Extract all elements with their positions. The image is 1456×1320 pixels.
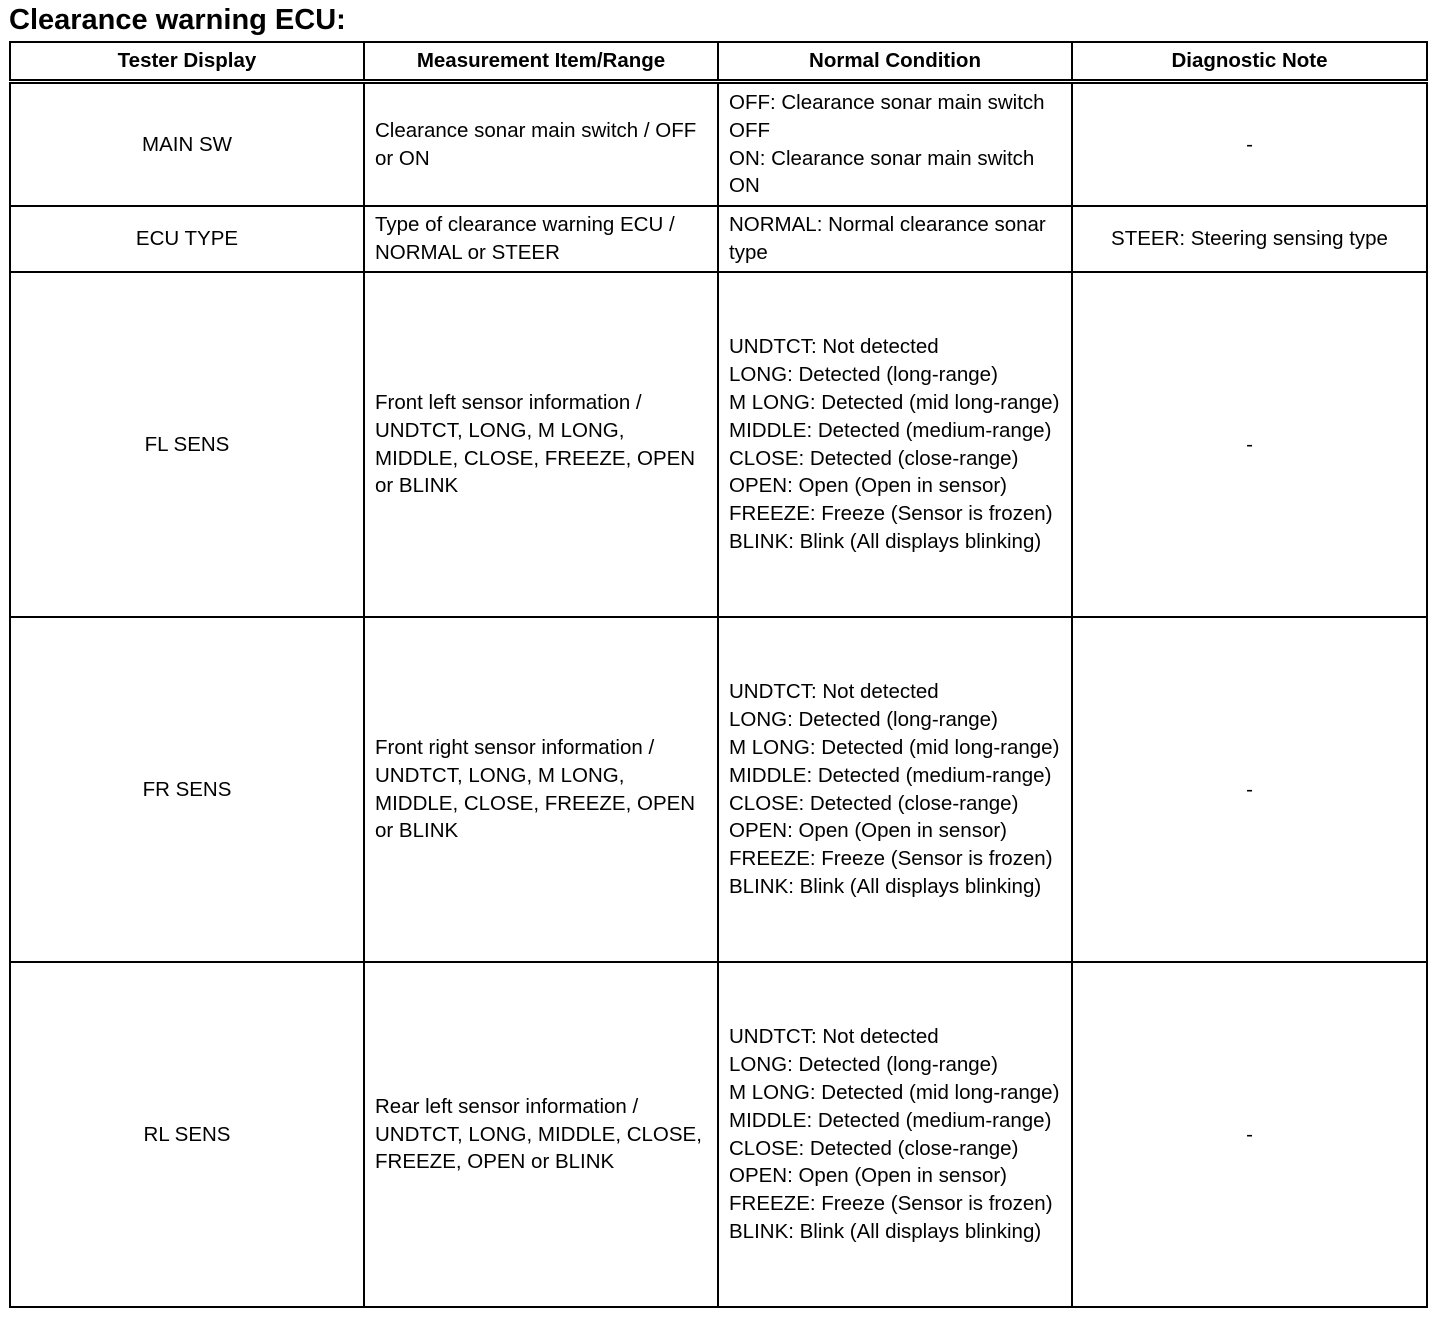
cell-normal-condition <box>718 206 1072 272</box>
cell-diagnostic-note: - <box>1072 962 1427 1307</box>
condition-line: M LONG: Detected (mid long-range) <box>729 735 1060 759</box>
condition-line: UNDTCT: Not detected <box>729 680 939 704</box>
condition-line: BLINK: Blink (All displays blinking) <box>729 529 1042 553</box>
condition-line: CLOSE: Detected (close-range) <box>729 446 1019 470</box>
condition-line: OPEN: Open (Open in sensor) <box>729 474 1008 498</box>
condition-line: LONG: Detected (long-range) <box>729 1053 998 1077</box>
condition-line: NORMAL: Normal clearance sonar type <box>729 213 1046 264</box>
table-row <box>10 82 1427 207</box>
condition-line: BLINK: Blink (All displays blinking) <box>729 874 1042 898</box>
document <box>9 0 1426 1308</box>
page-title: Clearance warning ECU: <box>9 4 346 36</box>
cell-normal-condition <box>718 617 1072 962</box>
cell-measurement: Front left sensor information / UNDTCT, LONG, M LONG, MIDDLE, CLOSE, FREEZE, OPEN or BLINK <box>364 272 718 617</box>
condition-line: OFF: Clearance sonar main switch OFF <box>729 90 1045 142</box>
condition-line: CLOSE: Detected (close-range) <box>729 1136 1019 1160</box>
cell-diagnostic-note: - <box>1072 617 1427 962</box>
cell-diagnostic-note: - <box>1072 82 1427 207</box>
cell-measurement: Front right sensor information / UNDTCT, LONG, M LONG, MIDDLE, CLOSE, FREEZE, OPEN or BLINK <box>364 617 718 962</box>
cell-normal-condition <box>718 82 1072 207</box>
condition-line: M LONG: Detected (mid long-range) <box>729 1080 1060 1104</box>
column-header-measurement: Measurement Item/Range <box>364 42 718 82</box>
condition-line: FREEZE: Freeze (Sensor is frozen) <box>729 847 1053 871</box>
cell-measurement: Rear left sensor information / UNDTCT, LONG, MIDDLE, CLOSE, FREEZE, OPEN or BLINK <box>364 962 718 1307</box>
condition-line: MIDDLE: Detected (medium-range) <box>729 1108 1052 1132</box>
cell-diagnostic-note: STEER: Steering sensing type <box>1072 206 1427 272</box>
condition-line: CLOSE: Detected (close-range) <box>729 791 1019 815</box>
condition-line: BLINK: Blink (All displays blinking) <box>729 1219 1042 1243</box>
column-header-normal-condition: Normal Condition <box>718 42 1072 82</box>
condition-line: LONG: Detected (long-range) <box>729 708 998 732</box>
cell-normal-condition <box>718 962 1072 1307</box>
column-header-diagnostic-note: Diagnostic Note <box>1072 42 1427 82</box>
condition-line: FREEZE: Freeze (Sensor is frozen) <box>729 1192 1053 1216</box>
table-row <box>10 206 1427 272</box>
table-row <box>10 272 1427 617</box>
table-row <box>10 617 1427 962</box>
cell-diagnostic-note: - <box>1072 272 1427 617</box>
cell-tester-display: MAIN SW <box>10 82 364 207</box>
condition-line: UNDTCT: Not detected <box>729 1025 939 1049</box>
cell-tester-display: FL SENS <box>10 272 364 617</box>
condition-line: ON: Clearance sonar main switch ON <box>729 146 1035 198</box>
condition-line: MIDDLE: Detected (medium-range) <box>729 763 1052 787</box>
condition-line: OPEN: Open (Open in sensor) <box>729 1164 1008 1188</box>
condition-line: UNDTCT: Not detected <box>729 335 939 359</box>
condition-line: FREEZE: Freeze (Sensor is frozen) <box>729 502 1053 526</box>
column-header-tester-display: Tester Display <box>10 42 364 82</box>
cell-measurement: Type of clearance warning ECU / NORMAL or STEER <box>364 206 718 272</box>
cell-measurement: Clearance sonar main switch / OFF or ON <box>364 82 718 207</box>
cell-tester-display: FR SENS <box>10 617 364 962</box>
condition-line: OPEN: Open (Open in sensor) <box>729 819 1008 843</box>
cell-tester-display: ECU TYPE <box>10 206 364 272</box>
cell-normal-condition <box>718 272 1072 617</box>
condition-line: M LONG: Detected (mid long-range) <box>729 390 1060 414</box>
data-table <box>9 41 1428 1308</box>
condition-line: MIDDLE: Detected (medium-range) <box>729 418 1052 442</box>
condition-line: LONG: Detected (long-range) <box>729 363 998 387</box>
cell-tester-display: RL SENS <box>10 962 364 1307</box>
table-header-row <box>10 42 1427 82</box>
table-row <box>10 962 1427 1307</box>
